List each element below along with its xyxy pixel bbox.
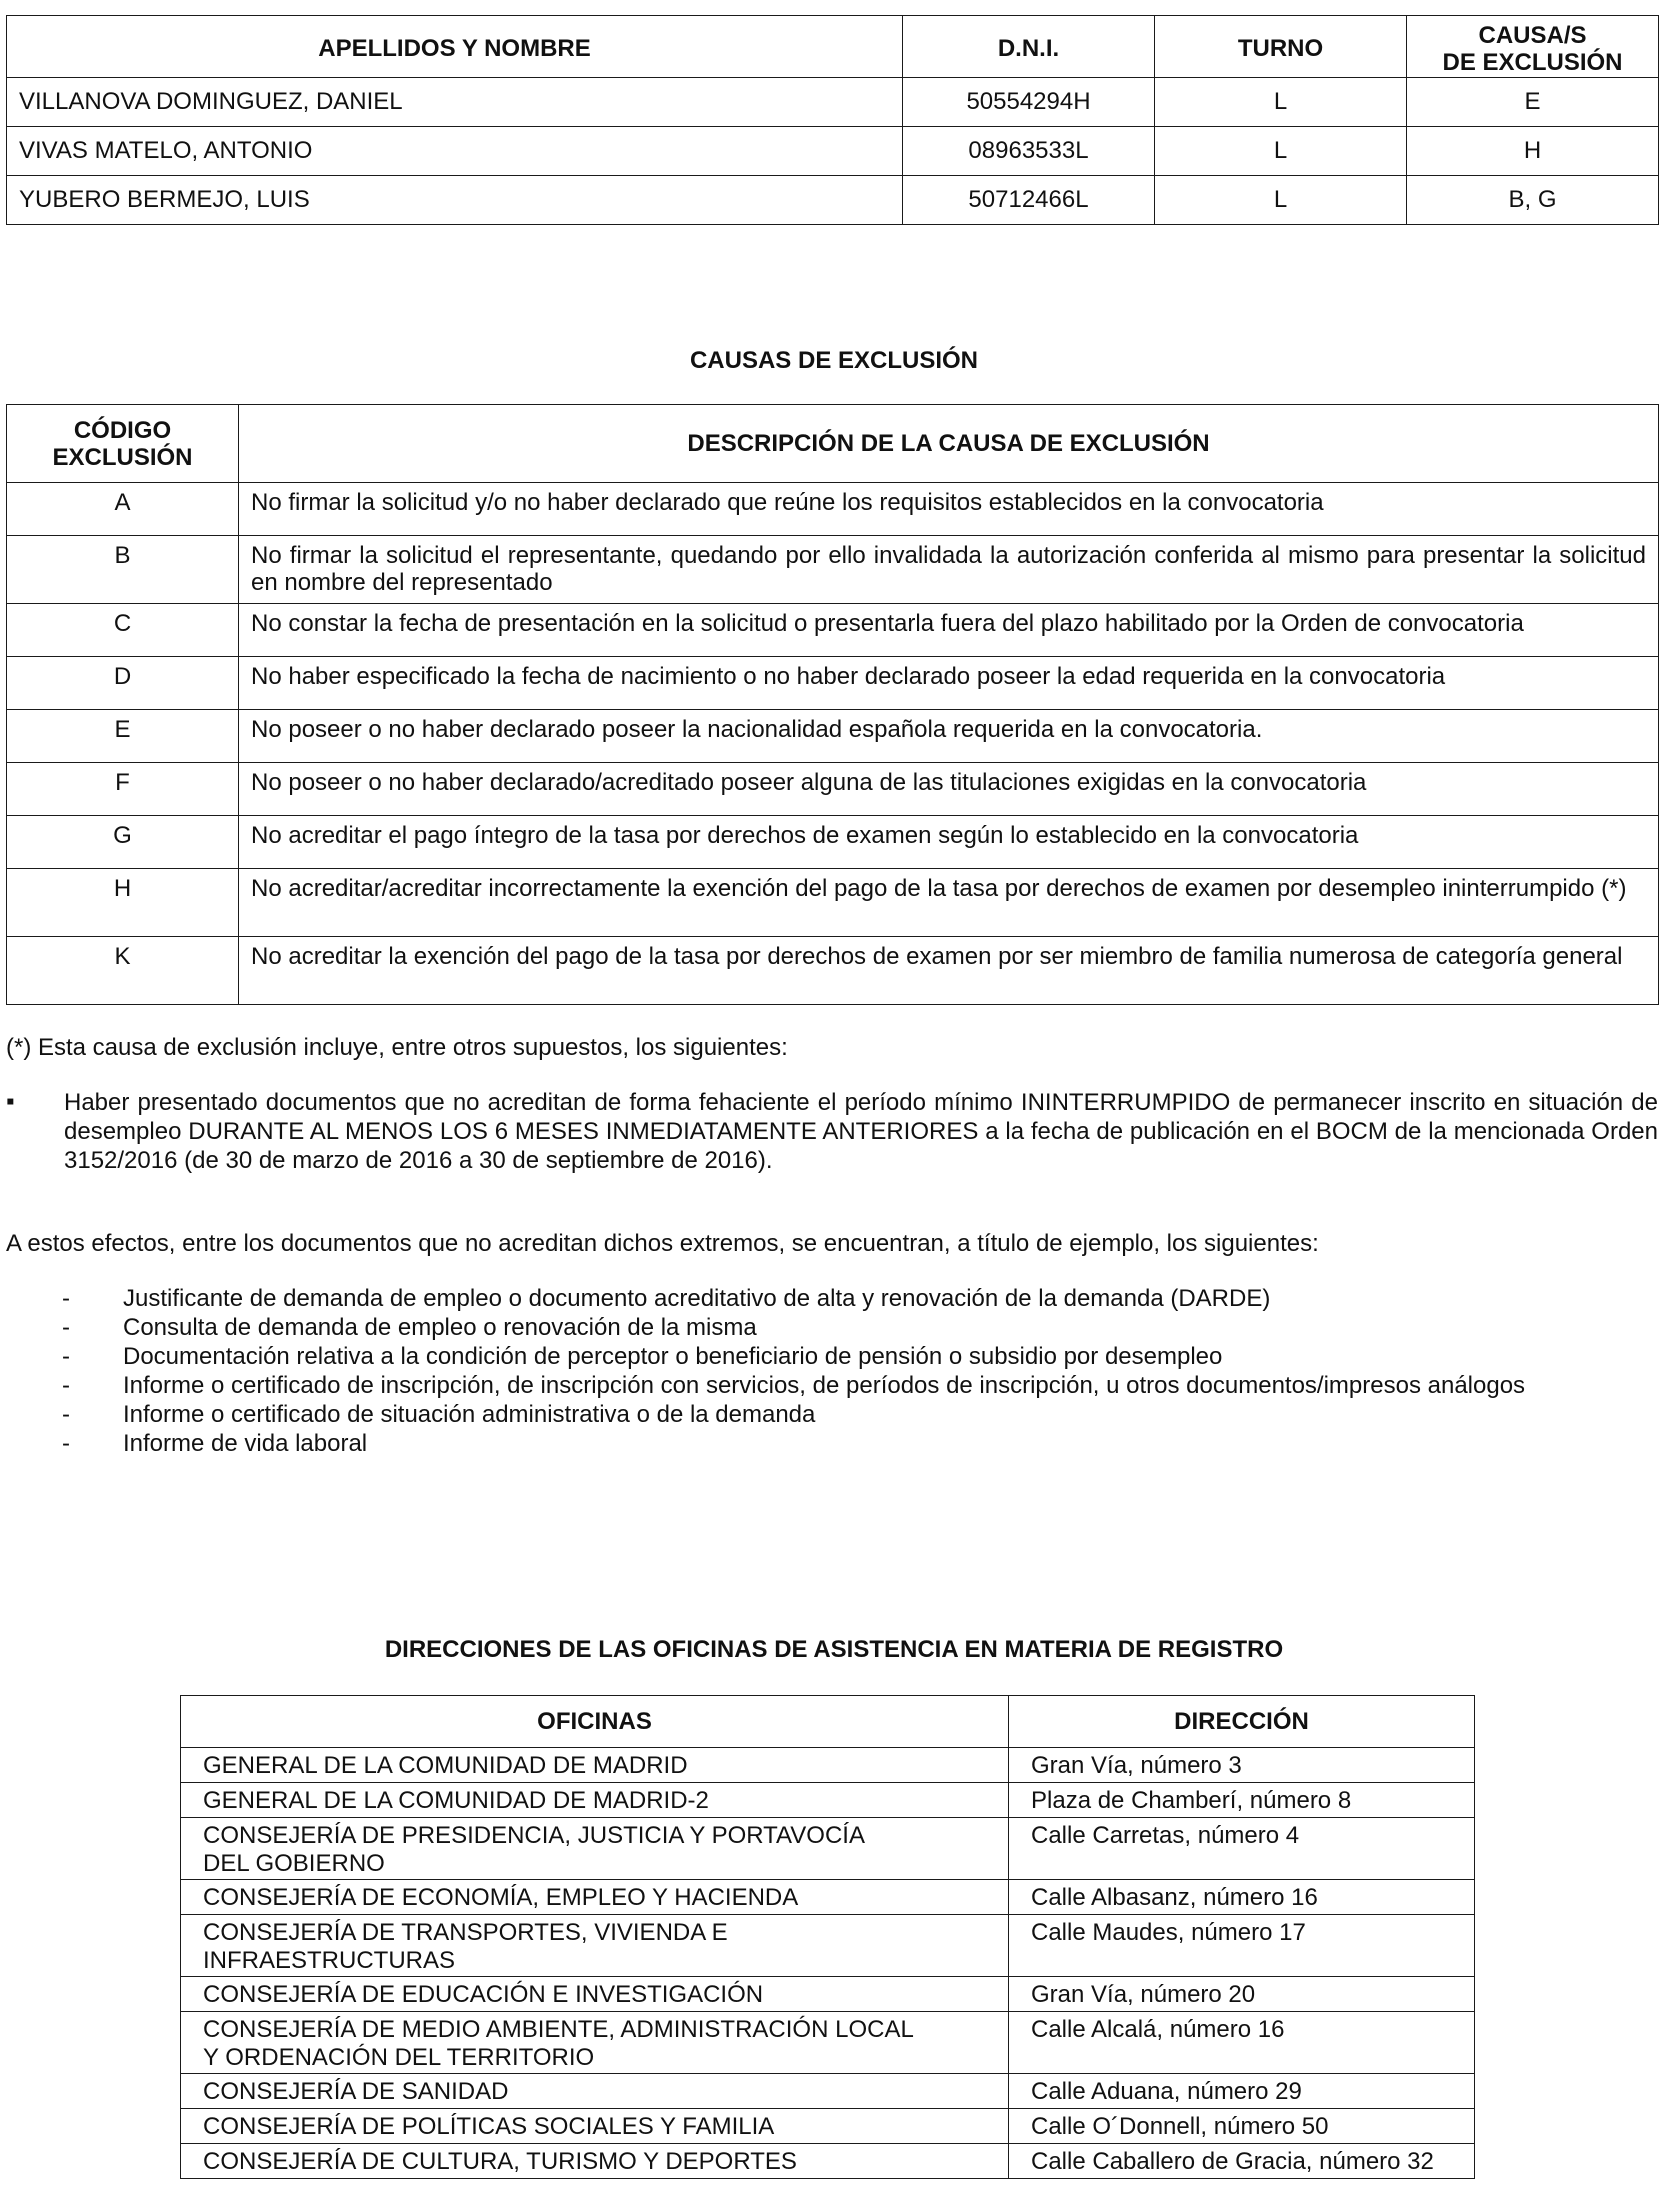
- exclusion-causes-table: [6, 404, 1659, 1005]
- bullet-square-icon: ▪: [6, 1088, 15, 1115]
- candidate-causa: H: [1407, 127, 1659, 176]
- office-name-line2: Y ORDENACIÓN DEL TERRITORIO: [203, 2044, 595, 2071]
- dash-icon: -: [62, 1430, 70, 1457]
- office-name: [181, 1880, 1009, 1915]
- cause-description: No firmar la solicitud y/o no haber declarado que reúne los requisitos establecidos en la convocatoria: [239, 483, 1659, 536]
- table-row: [7, 657, 1659, 710]
- office-name-line1: CONSEJERÍA DE ECONOMÍA, EMPLEO Y HACIENDA: [203, 1884, 799, 1911]
- table-row: [181, 1783, 1475, 1818]
- table-header-row: [7, 16, 1659, 78]
- causes-title: CAUSAS DE EXCLUSIÓN: [689, 347, 979, 374]
- office-name: [181, 2109, 1009, 2144]
- table-row: [7, 604, 1659, 657]
- office-address: Plaza de Chamberí, número 8: [1009, 1783, 1475, 1818]
- office-name: [181, 1783, 1009, 1818]
- documents-list: [6, 1284, 1658, 1458]
- table-row: [181, 2144, 1475, 2179]
- office-name: [181, 2012, 1009, 2074]
- header-dni: D.N.I.: [903, 16, 1155, 78]
- cause-code: C: [7, 604, 239, 657]
- note-effects: A estos efectos, entre los documentos que no acreditan dichos extremos, se encuentran, a título de ejemplo, los siguientes:: [6, 1230, 1319, 1257]
- table-row: [181, 1880, 1475, 1915]
- candidate-name: YUBERO BERMEJO, LUIS: [7, 176, 903, 225]
- candidate-dni: 50554294H: [903, 78, 1155, 127]
- list-item-text: Documentación relativa a la condición de perceptor o beneficiario de pensión o subsidio por desempleo: [123, 1343, 1223, 1370]
- offices-title: DIRECCIONES DE LAS OFICINAS DE ASISTENCIA EN MATERIA DE REGISTRO: [384, 1636, 1284, 1663]
- header-code: [7, 405, 239, 483]
- table-row: [7, 176, 1659, 225]
- office-address: Calle O´Donnell, número 50: [1009, 2109, 1475, 2144]
- office-name-line1: GENERAL DE LA COMUNIDAD DE MADRID: [203, 1752, 688, 1779]
- table-row: [7, 763, 1659, 816]
- office-name: [181, 2144, 1009, 2179]
- table-row: [181, 2012, 1475, 2074]
- header-turno: TURNO: [1155, 16, 1407, 78]
- bullet-text: Haber presentado documentos que no acreditan de forma fehaciente el período mínimo ININTERRUMPIDO de permanecer inscrito en situación de desempleo DURANTE AL MENOS LOS 6 MESES INMEDIATAMENTE ANTERIORES a la fecha de publicación en el BOCM de la mencionada Orden 3152/2016 (de 30 de marzo de 2016 a 30 de septiembre de 2016).: [64, 1089, 1658, 1174]
- header-address: DIRECCIÓN: [1009, 1696, 1475, 1748]
- office-name-line1: CONSEJERÍA DE CULTURA, TURISMO Y DEPORTES: [203, 2148, 797, 2175]
- table-header-row: [7, 405, 1659, 483]
- cause-description: No acreditar el pago íntegro de la tasa por derechos de examen según lo establecido en la convocatoria: [239, 816, 1659, 869]
- header-name: APELLIDOS Y NOMBRE: [7, 16, 903, 78]
- table-row: [7, 483, 1659, 536]
- list-item-text: Informe o certificado de situación administrativa o de la demanda: [123, 1401, 816, 1428]
- office-name-line1: CONSEJERÍA DE PRESIDENCIA, JUSTICIA Y PORTAVOCÍA: [203, 1822, 865, 1849]
- list-item: [6, 1371, 1658, 1400]
- cause-code: A: [7, 483, 239, 536]
- dash-icon: -: [62, 1285, 70, 1312]
- cause-code: B: [7, 536, 239, 604]
- candidate-dni: 50712466L: [903, 176, 1155, 225]
- header-code-line1: CÓDIGO: [73, 416, 172, 444]
- table-row: [7, 816, 1659, 869]
- header-offices: OFICINAS: [181, 1696, 1009, 1748]
- office-address: Calle Albasanz, número 16: [1009, 1880, 1475, 1915]
- cause-description: No acreditar la exención del pago de la tasa por derechos de examen por ser miembro de familia numerosa de categoría general: [239, 937, 1659, 1005]
- office-address: Gran Vía, número 3: [1009, 1748, 1475, 1783]
- table-row: [181, 1818, 1475, 1880]
- office-address: Calle Maudes, número 17: [1009, 1915, 1475, 1977]
- cause-description: No haber especificado la fecha de nacimiento o no haber declarado poseer la edad requerida en la convocatoria: [239, 657, 1659, 710]
- header-causa: [1407, 16, 1659, 78]
- candidate-causa: E: [1407, 78, 1659, 127]
- table-row: [181, 1977, 1475, 2012]
- office-name-line1: GENERAL DE LA COMUNIDAD DE MADRID-2: [203, 1787, 709, 1814]
- office-address: Calle Carretas, número 4: [1009, 1818, 1475, 1880]
- bullet-paragraph: [6, 1088, 1658, 1175]
- office-address: Calle Caballero de Gracia, número 32: [1009, 2144, 1475, 2179]
- office-name: [181, 1915, 1009, 1977]
- list-item-text: Informe o certificado de inscripción, de inscripción con servicios, de períodos de inscripción, u otros documentos/impresos análogos: [123, 1372, 1526, 1399]
- table-row: [7, 710, 1659, 763]
- office-name-line1: CONSEJERÍA DE SANIDAD: [203, 2078, 509, 2105]
- candidate-causa: B, G: [1407, 176, 1659, 225]
- note-intro: (*) Esta causa de exclusión incluye, entre otros supuestos, los siguientes:: [6, 1034, 788, 1061]
- office-name: [181, 1818, 1009, 1880]
- header-causa-line2: DE EXCLUSIÓN: [1442, 48, 1623, 76]
- dash-icon: -: [62, 1314, 70, 1341]
- office-name-line1: CONSEJERÍA DE POLÍTICAS SOCIALES Y FAMILIA: [203, 2113, 775, 2140]
- office-address: Gran Vía, número 20: [1009, 1977, 1475, 2012]
- excluded-candidates-table: [6, 15, 1659, 225]
- list-item: [6, 1400, 1658, 1429]
- list-item-text: Consulta de demanda de empleo o renovación de la misma: [123, 1314, 757, 1341]
- cause-code: E: [7, 710, 239, 763]
- header-code-line2: EXCLUSIÓN: [52, 443, 193, 471]
- list-item: [6, 1429, 1658, 1458]
- dash-icon: -: [62, 1401, 70, 1428]
- office-name: [181, 1977, 1009, 2012]
- cause-code: D: [7, 657, 239, 710]
- cause-description: No poseer o no haber declarado/acreditado poseer alguna de las titulaciones exigidas en la convocatoria: [239, 763, 1659, 816]
- cause-code: K: [7, 937, 239, 1005]
- table-header-row: [181, 1696, 1475, 1748]
- dash-icon: -: [62, 1372, 70, 1399]
- office-name-line1: CONSEJERÍA DE MEDIO AMBIENTE, ADMINISTRACIÓN LOCAL: [203, 2016, 914, 2043]
- office-name-line2: INFRAESTRUCTURAS: [203, 1947, 456, 1974]
- office-address: Calle Aduana, número 29: [1009, 2074, 1475, 2109]
- table-row: [181, 1748, 1475, 1783]
- table-row: [181, 2109, 1475, 2144]
- office-name-line1: CONSEJERÍA DE EDUCACIÓN E INVESTIGACIÓN: [203, 1981, 764, 2008]
- candidate-name: VILLANOVA DOMINGUEZ, DANIEL: [7, 78, 903, 127]
- cause-code: F: [7, 763, 239, 816]
- office-address: Calle Alcalá, número 16: [1009, 2012, 1475, 2074]
- list-item-text: Informe de vida laboral: [123, 1430, 368, 1457]
- list-item-text: Justificante de demanda de empleo o documento acreditativo de alta y renovación de la demanda (DARDE): [123, 1285, 1271, 1312]
- candidate-name: VIVAS MATELO, ANTONIO: [7, 127, 903, 176]
- table-row: [7, 869, 1659, 937]
- table-row: [7, 536, 1659, 604]
- candidate-turno: L: [1155, 78, 1407, 127]
- cause-description: No constar la fecha de presentación en la solicitud o presentarla fuera del plazo habilitado por la Orden de convocatoria: [239, 604, 1659, 657]
- cause-code: H: [7, 869, 239, 937]
- header-description: DESCRIPCIÓN DE LA CAUSA DE EXCLUSIÓN: [239, 405, 1659, 483]
- table-row: [7, 937, 1659, 1005]
- dash-icon: -: [62, 1343, 70, 1370]
- table-row: [7, 127, 1659, 176]
- table-row: [7, 78, 1659, 127]
- candidate-turno: L: [1155, 127, 1407, 176]
- registry-offices-table: [180, 1695, 1475, 2179]
- candidate-dni: 08963533L: [903, 127, 1155, 176]
- office-name-line2: DEL GOBIERNO: [203, 1850, 385, 1877]
- list-item: [6, 1342, 1658, 1371]
- cause-description: No poseer o no haber declarado poseer la nacionalidad española requerida en la convocatoria.: [239, 710, 1659, 763]
- list-item: [6, 1284, 1658, 1313]
- office-name: [181, 1748, 1009, 1783]
- table-row: [181, 2074, 1475, 2109]
- office-name: [181, 2074, 1009, 2109]
- cause-description: No firmar la solicitud el representante, quedando por ello invalidada la autorización conferida al mismo para presentar la solicitud en nombre del representado: [239, 536, 1659, 604]
- cause-code: G: [7, 816, 239, 869]
- list-item: [6, 1313, 1658, 1342]
- cause-description: No acreditar/acreditar incorrectamente la exención del pago de la tasa por derechos de examen por desempleo ininterrumpido (*): [239, 869, 1659, 937]
- office-name-line1: CONSEJERÍA DE TRANSPORTES, VIVIENDA E: [203, 1919, 728, 1946]
- table-row: [181, 1915, 1475, 1977]
- header-causa-line1: CAUSA/S: [1478, 21, 1587, 49]
- candidate-turno: L: [1155, 176, 1407, 225]
